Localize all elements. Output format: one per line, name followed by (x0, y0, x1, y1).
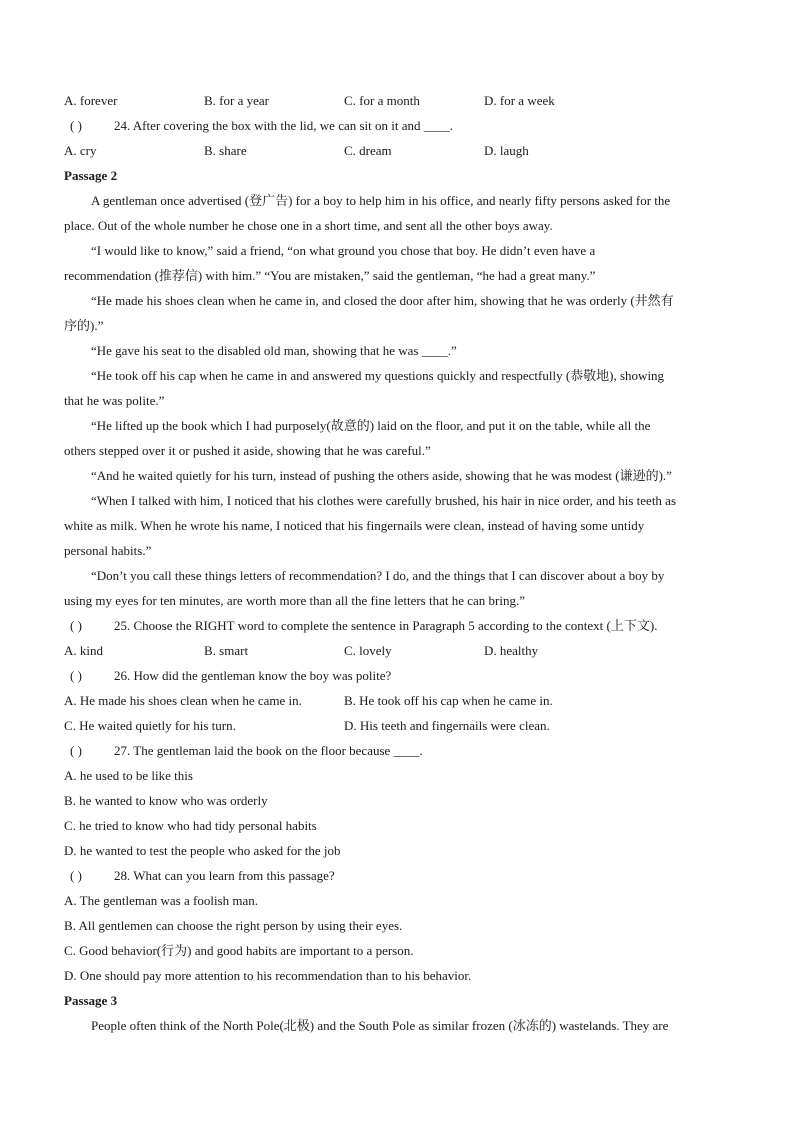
option-c[interactable]: C. for a month (344, 93, 420, 108)
option-a[interactable]: A. cry (64, 143, 97, 158)
option-d[interactable]: D. laugh (484, 143, 529, 158)
question-28 (64, 863, 726, 888)
question-text: 24. After covering the box with the lid, we can sit on it and ____. (114, 118, 454, 133)
question-27 (64, 738, 726, 763)
answer-blank[interactable]: ( ) (70, 668, 82, 683)
passage-2-line: using my eyes for ten minutes, are worth more than all the fine letters that he can bring.” (64, 593, 525, 608)
passage-2-body (64, 188, 726, 613)
answer-blank[interactable]: ( ) (70, 118, 82, 133)
option-c[interactable]: C. He waited quietly for his turn. (64, 718, 236, 733)
q26-options-row-2 (64, 713, 726, 738)
option-a[interactable]: A. kind (64, 643, 103, 658)
option-d[interactable]: D. for a week (484, 93, 555, 108)
question-24 (64, 113, 726, 138)
option-a[interactable]: A. he used to be like this (64, 768, 193, 783)
option-b[interactable]: B. he wanted to know who was orderly (64, 793, 268, 808)
passage-2-line: white as milk. When he wrote his name, I noticed that his fingernails were clean, instead of having some untidy (64, 518, 645, 533)
option-d[interactable]: D. he wanted to test the people who asked for the job (64, 843, 341, 858)
option-b[interactable]: B. He took off his cap when he came in. (344, 693, 553, 708)
worksheet-content (64, 88, 726, 1038)
passage-2-line: that he was polite.” (64, 393, 165, 408)
passage-3-heading: Passage 3 (64, 993, 118, 1008)
option-d[interactable]: D. One should pay more attention to his recommendation than to his behavior. (64, 968, 472, 983)
option-c[interactable]: C. he tried to know who had tidy personal habits (64, 818, 317, 833)
passage-2-line: “He took off his cap when he came in and answered my questions quickly and respectfully (恭敬地), showing (91, 368, 665, 383)
question-text: 27. The gentleman laid the book on the floor because ____. (114, 743, 423, 758)
option-b[interactable]: B. smart (204, 643, 249, 658)
passage-2-line: “I would like to know,” said a friend, “on what ground you chose that boy. He didn’t even have a (91, 243, 596, 258)
question-25 (64, 613, 726, 638)
option-d[interactable]: D. healthy (484, 643, 539, 658)
passage-2-line: place. Out of the whole number he chose one in a short time, and sent all the other boys away. (64, 218, 553, 233)
question-text: 28. What can you learn from this passage? (114, 868, 335, 883)
passage-2-line: 序的).” (64, 318, 104, 333)
option-b[interactable]: B. for a year (204, 93, 269, 108)
q26-options-row-1 (64, 688, 726, 713)
option-a[interactable]: A. The gentleman was a foolish man. (64, 893, 258, 908)
option-c[interactable]: C. Good behavior(行为) and good habits are important to a person. (64, 943, 414, 958)
question-text: 25. Choose the RIGHT word to complete the sentence in Paragraph 5 according to the context (上下文). (114, 618, 658, 633)
q24-options (64, 138, 726, 163)
passage-2-line: “And he waited quietly for his turn, instead of pushing the others aside, showing that he was modest (谦逊的).” (91, 468, 672, 483)
option-b[interactable]: B. share (204, 143, 247, 158)
answer-blank[interactable]: ( ) (70, 743, 82, 758)
option-a[interactable]: A. forever (64, 93, 118, 108)
option-c[interactable]: C. lovely (344, 643, 392, 658)
passage-2-line: personal habits.” (64, 543, 152, 558)
passage-2-line: “He made his shoes clean when he came in, and closed the door after him, showing that he was orderly (井然有 (91, 293, 674, 308)
passage-2-line: “When I talked with him, I noticed that his clothes were carefully brushed, his hair in nice order, and his teeth as (91, 493, 677, 508)
passage-2-line: others stepped over it or pushed it aside, showing that he was careful.” (64, 443, 431, 458)
option-d[interactable]: D. His teeth and fingernails were clean. (344, 718, 550, 733)
passage-2-line: “Don’t you call these things letters of recommendation? I do, and the things that I can discover about a boy by (91, 568, 665, 583)
option-b[interactable]: B. All gentlemen can choose the right person by using their eyes. (64, 918, 403, 933)
passage-3-line: People often think of the North Pole(北极) and the South Pole as similar frozen (冰冻的) wastelands. They are (91, 1018, 669, 1033)
passage-2-line: A gentleman once advertised (登广告) for a boy to help him in his office, and nearly fifty persons asked for the (91, 193, 671, 208)
question-26 (64, 663, 726, 688)
question-text: 26. How did the gentleman know the boy was polite? (114, 668, 392, 683)
answer-blank[interactable]: ( ) (70, 618, 82, 633)
passage-2-line: “He gave his seat to the disabled old man, showing that he was ____.” (91, 343, 457, 358)
q23-options (64, 88, 726, 113)
passage-2-line: recommendation (推荐信) with him.” “You are mistaken,” said the gentleman, “he had a great many.” (64, 268, 596, 283)
passage-2-line: “He lifted up the book which I had purposely(故意的) laid on the floor, and put it on the table, while all the (91, 418, 651, 433)
answer-blank[interactable]: ( ) (70, 868, 82, 883)
q25-options (64, 638, 726, 663)
passage-2-heading: Passage 2 (64, 168, 118, 183)
option-c[interactable]: C. dream (344, 143, 392, 158)
option-a[interactable]: A. He made his shoes clean when he came in. (64, 693, 302, 708)
